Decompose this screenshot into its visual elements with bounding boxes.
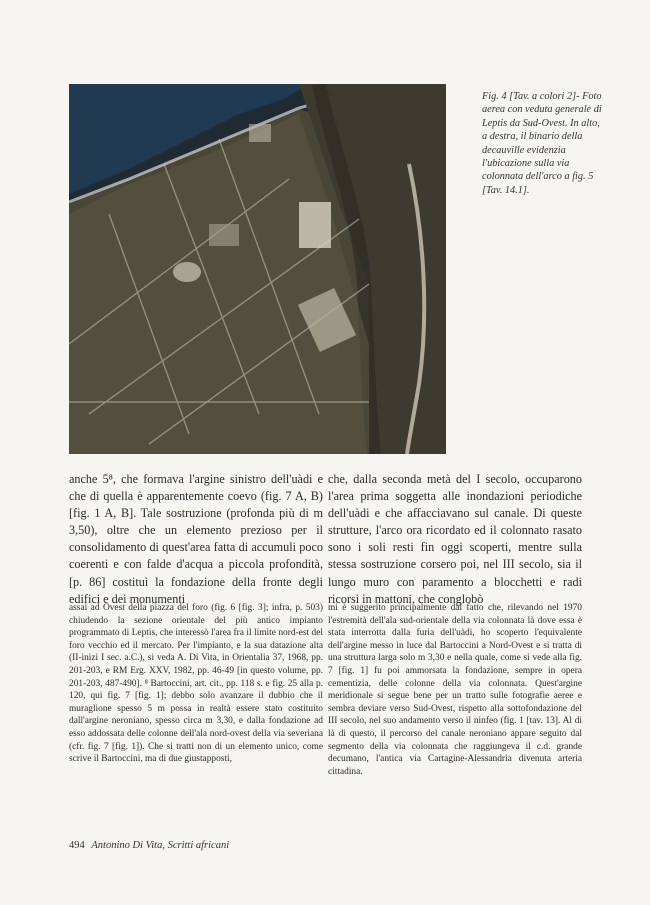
body-text-right: che, dalla seconda metà del I secolo, occuparono l'area prima soggetta alle inondazioni periodiche dell'uàdi e che affacciavano sul canale. Di queste strutture, l'arco ora ricordato ed il colonnato rasato sono i soli resti fin oggi scoperti, mentre sulla stessa sostruzione corsero poi, nel III secolo, sia il lungo muro con paramento a blocchetti e radi ricorsi in mattoni, che conglobò (328, 472, 582, 606)
page-number: 494 (69, 840, 85, 851)
footnote-text-left: assai ad Ovest della piazza del foro (fig. 6 [fig. 3]; infra, p. 503) chiudendo la sezione orientale del più antico impianto programmato di Leptis, che interessò l'area fra il limite nord-est del foro vecchio ed il mercato. Per l'impianto, e la sua datazione alta (II-inizi I sec. a.C.), si veda A. Di Vita, in Orientalia 37, 1968, pp. 201-203, e RM Erg. XXV, 1982, pp. 46-49 [in questo volume, pp. 201-203, 487-490]. ⁸ Bartoccini, art. cit., pp. 118 s. e fig. 25 alla p. 120, qui fig. 7 [fig. 1]; debbo solo avanzare il dubbio che il muraglione spesso 5 m possa in realtà essere stato costituito dall'argine neroniano, spesso circa m 3,30, e dalla fondazione ad esso addossata delle colonne dell'ala nord-ovest della via severiana (cfr. fig. 7 [fig. 1]). Che si tratti non di un elemento unico, come scrive il Bartoccini, ma di due giustapposti, (69, 603, 323, 765)
body-text-left: anche 5⁸, che formava l'argine sinistro dell'uàdi e che di quella è apparentemente coevo (fig. 7 A, B) [fig. 1 A, B]. Tale sostruzione (profonda più di m 3,50), oltre che un elemento prezioso per il consolidamento di quest'area fatta di accumuli poco coerenti e con falde d'acqua a piccola profondità, [p. 86] costituì la fondazione della fronte degli edifici e dei monumenti (69, 472, 323, 606)
footnotes-right (328, 602, 582, 778)
footnote-text-right: mi è suggerito principalmente dal fatto che, rilevando nel 1970 l'estremità dell'ala sud-orientale della via colonnata là dove essa è stata interrotta dalla furia dell'uàdi, ho scoperto l'equivalente dell'argine messo in luce dal Bartoccini a Nord-Ovest e si tratta di una struttura larga solo m 3,30 e nella quale, come si vede alla fig. 7 [fig. 1] fu poi ammorsata la fondazione, sempre in opera cementizia, delle colonne della via colonnata. Quest'argine meridionale si segue bene per un tratto sulle fotografie aeree e sembra deviare verso Sud-Ovest, rispetto alla sottofondazione del III secolo, nel suo andamento verso il ninfeo (fig. 1 [tav. 13]. Al di là di questo, il percorso del canale neroniano appare seguito dal segmento della via colonnata che raggiungeva il c.d. grande decumano, l'antica via Cartagine-Alessandria divenuta arteria cittadina. (328, 603, 582, 777)
aerial-photo (69, 84, 446, 454)
page-footer (69, 840, 229, 851)
body-column-right (328, 471, 582, 608)
aerial-photo-image (69, 84, 446, 454)
body-column-left (69, 471, 323, 608)
figure-caption: Fig. 4 [Tav. a colori 2]- Foto aerea con veduta generale di Leptis da Sud-Ovest. In alto, a destra, il binario della decauville evidenzia l'ubicazione sulla via colonnata dell'arco a fig. 5 [Tav. 14.1]. (482, 91, 602, 196)
footnotes-left (69, 602, 323, 766)
running-title: Antonino Di Vita, Scritti africani (91, 840, 230, 851)
